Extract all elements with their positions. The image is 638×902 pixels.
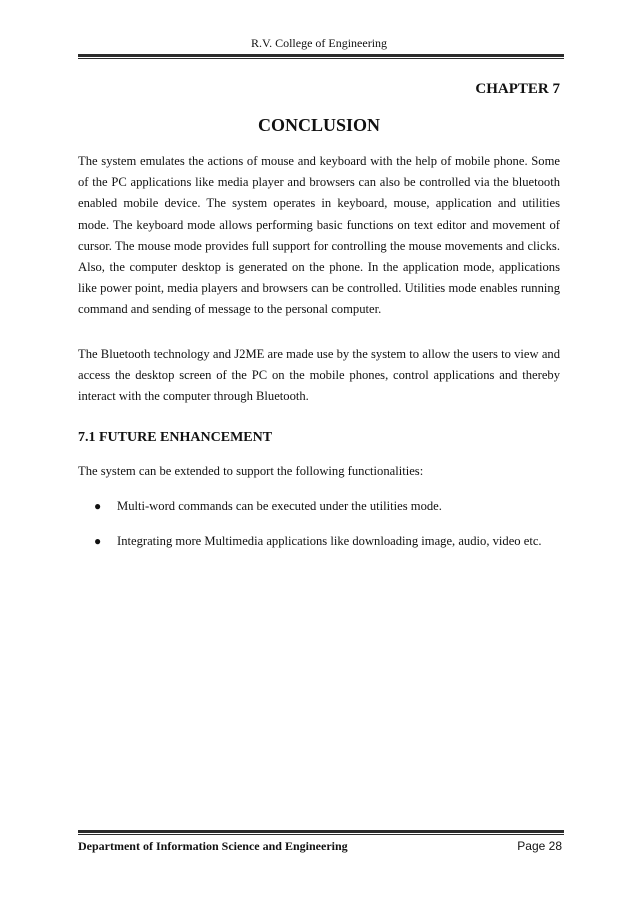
header-rule (78, 54, 564, 57)
list-item-text: Multi-word commands can be executed under the utilities mode. (117, 499, 442, 513)
footer-rule-thin (78, 834, 564, 835)
section-intro: The system can be extended to support the following functionalities: (78, 464, 424, 478)
section-heading: 7.1 FUTURE ENHANCEMENT (78, 430, 273, 445)
page-header: R.V. College of Engineering (250, 36, 388, 50)
enhancement-list (94, 498, 564, 568)
page-number: Page 28 (517, 839, 562, 853)
footer-rule (78, 830, 564, 833)
list-item (94, 533, 564, 568)
footer-department: Department of Information Science and Engineering (78, 839, 348, 853)
chapter-title: CONCLUSION (257, 115, 381, 135)
list-item-text: Integrating more Multimedia applications like downloading image, audio, video etc. (117, 534, 542, 548)
bullet-icon: ● (94, 534, 102, 548)
conclusion-paragraph-1: The system emulates the actions of mouse and keyboard with the help of mobile phone. Some of the PC applications like media player and browsers can also be controlled via the bluetooth enabled mobile device. The system operates in keyboard, mouse, application and utilities mode. The keyboard mode allows performing basic functions on text editor and movement of cursor. The mouse mode provides full support for controlling the mouse movements and clicks. Also, the computer desktop is generated on the phone. In the application mode, applications like power point, media players and browsers can be controlled. Utilities mode enables running command and sending of message to the personal computer. (78, 154, 560, 317)
chapter-label: CHAPTER 7 (475, 81, 560, 97)
list-item (94, 498, 564, 533)
header-rule-thin (78, 58, 564, 59)
conclusion-paragraph-2: The Bluetooth technology and J2ME are made use by the system to allow the users to view and access the desktop screen of the PC on the mobile phones, control applications and thereby interact with the computer through Bluetooth. (78, 347, 560, 404)
bullet-icon: ● (94, 499, 102, 513)
